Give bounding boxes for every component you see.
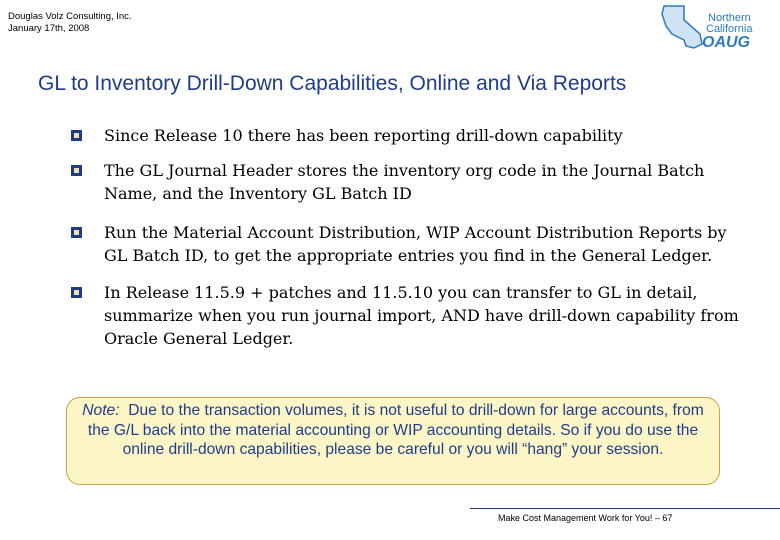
- footer-divider: [470, 508, 780, 509]
- bullet-text: The GL Journal Header stores the inventory org code in the Journal Batch Name, and the Inventory GL Batch ID: [104, 161, 705, 203]
- bullet-text: In Release 11.5.9 + patches and 11.5.10 you can transfer to GL in detail, summarize when you run journal import, AND have drill-down capability from Oracle General Ledger.: [104, 283, 739, 348]
- bullet-item: [71, 281, 751, 350]
- logo-line2: California: [706, 23, 753, 35]
- note-callout: [66, 397, 720, 485]
- bullet-text: Since Release 10 there has been reporting drill-down capability: [104, 126, 623, 145]
- logo-line3: OAUG: [702, 34, 750, 50]
- norcal-oaug-logo: [650, 4, 772, 50]
- note-text: Due to the transaction volumes, it is not useful to drill-down for large accounts, from the G/L back into the material accounting or WIP accounting details. So if you do use the online drill-down capabilities, please be careful or you will “hang” your session.: [87, 402, 704, 458]
- square-bullet-icon: [71, 165, 82, 176]
- note-label: Note:: [82, 402, 120, 419]
- bullet-text: Run the Material Account Distribution, WIP Account Distribution Reports by GL Batch ID, to get the appropriate entries you find in the General Ledger.: [104, 223, 727, 265]
- presentation-date: January 17th, 2008: [8, 23, 90, 34]
- square-bullet-icon: [71, 287, 82, 298]
- presenter-header: [8, 11, 132, 35]
- presenter-org: Douglas Volz Consulting, Inc.: [8, 11, 132, 22]
- california-map-icon: [662, 6, 702, 48]
- bullet-item: [71, 221, 751, 267]
- logo-line1: Northern: [708, 12, 751, 24]
- bullet-item: [71, 124, 751, 147]
- slide-title: GL to Inventory Drill-Down Capabilities, Online and Via Reports: [38, 72, 627, 95]
- bullet-item: [71, 159, 751, 205]
- bullet-list: [71, 124, 751, 362]
- square-bullet-icon: [71, 227, 82, 238]
- square-bullet-icon: [71, 130, 82, 141]
- slide-footer: Make Cost Management Work for You! – 67: [498, 513, 673, 523]
